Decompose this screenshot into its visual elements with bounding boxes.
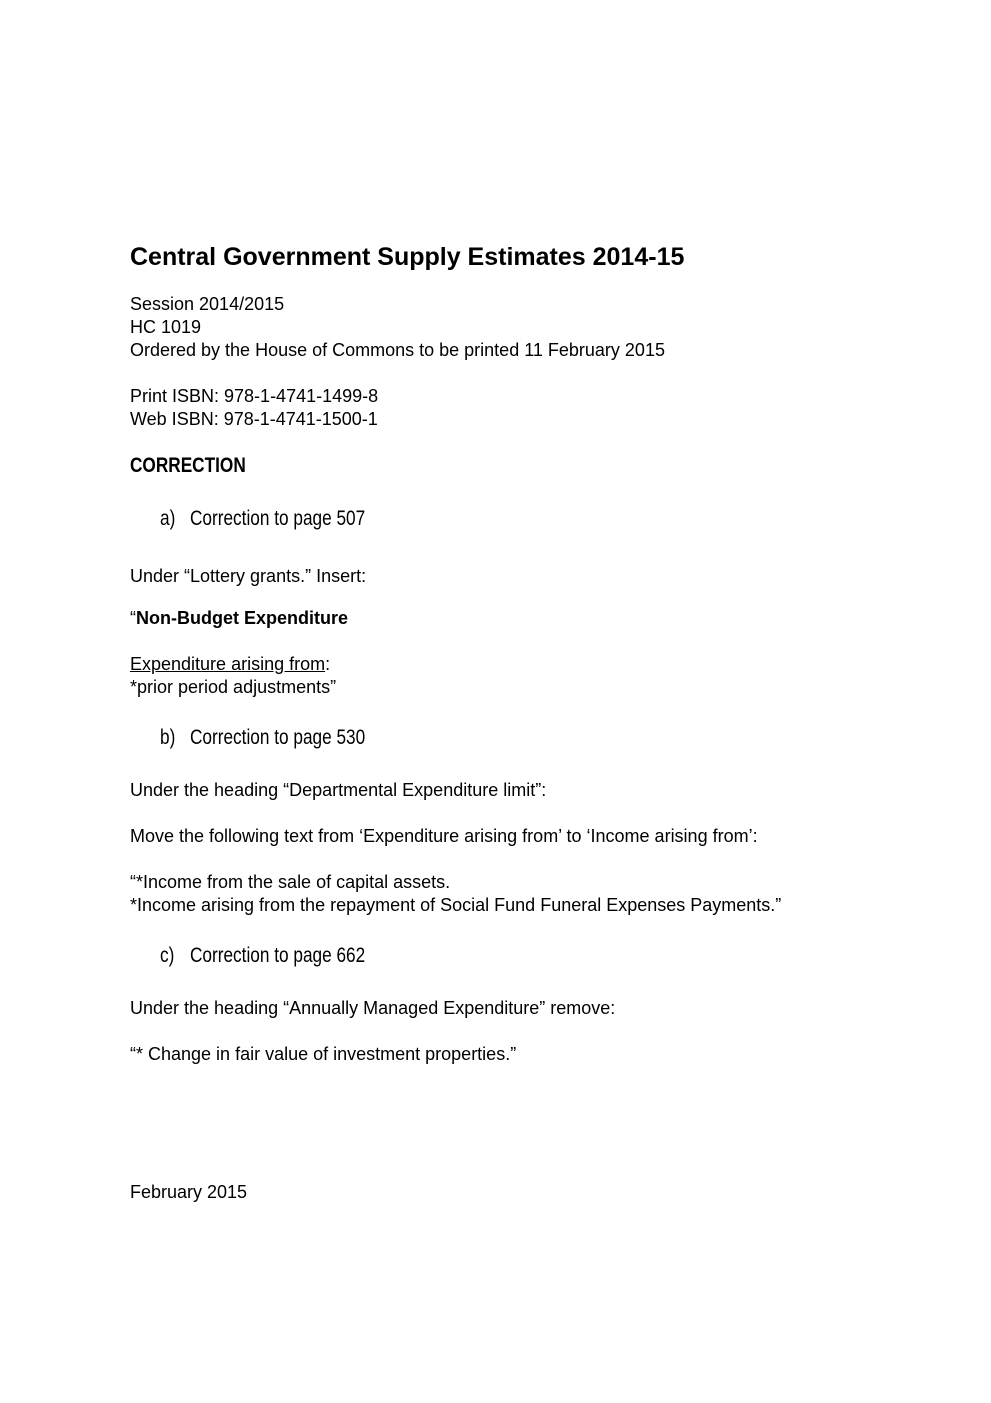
correction-a-title: Correction to page 507	[190, 507, 366, 530]
correction-b-move: Move the following text from ‘Expenditure arising from’ to ‘Income arising from’:	[130, 826, 758, 846]
correction-a-bold-line	[130, 607, 348, 629]
correction-a-label: a)	[160, 507, 176, 530]
correction-b-label: b)	[160, 726, 176, 749]
correction-b-intro: Under the heading “Departmental Expenditure limit”:	[130, 780, 547, 800]
ordered-text: Ordered by the House of Commons to be printed 11 February 2015	[130, 340, 665, 360]
non-budget-expenditure: Non-Budget Expenditure	[136, 608, 348, 628]
document-date: February 2015	[130, 1182, 248, 1202]
correction-heading-text: CORRECTION	[130, 454, 246, 477]
correction-heading	[130, 455, 271, 477]
document-title: Central Government Supply Estimates 2014-15	[130, 243, 685, 271]
session: Session 2014/2015	[130, 294, 285, 314]
correction-c-intro: Under the heading “Annually Managed Expenditure” remove:	[130, 998, 616, 1018]
correction-c-label: c)	[160, 944, 175, 967]
hc-number: HC 1019	[130, 317, 202, 337]
colon: :	[325, 654, 331, 674]
correction-c-line: “* Change in fair value of investment properties.”	[130, 1044, 517, 1064]
correction-a-underlined-line	[130, 653, 330, 675]
web-isbn: Web ISBN: 978-1-4741-1500-1	[130, 409, 378, 429]
correction-b-title: Correction to page 530	[190, 726, 366, 749]
print-isbn: Print ISBN: 978-1-4741-1499-8	[130, 386, 379, 406]
open-quote: “	[130, 608, 136, 628]
correction-c-title: Correction to page 662	[190, 944, 366, 967]
correction-b-line1: “*Income from the sale of capital assets.	[130, 872, 451, 892]
correction-a-intro: Under “Lottery grants.” Insert:	[130, 566, 367, 586]
correction-a-heading	[130, 508, 530, 534]
correction-c-heading	[130, 945, 530, 971]
expenditure-arising-from: Expenditure arising from	[130, 654, 326, 674]
correction-a-line: *prior period adjustments”	[130, 677, 337, 697]
correction-b-heading	[130, 727, 530, 753]
correction-b-line2: *Income arising from the repayment of Social Fund Funeral Expenses Payments.”	[130, 895, 782, 915]
